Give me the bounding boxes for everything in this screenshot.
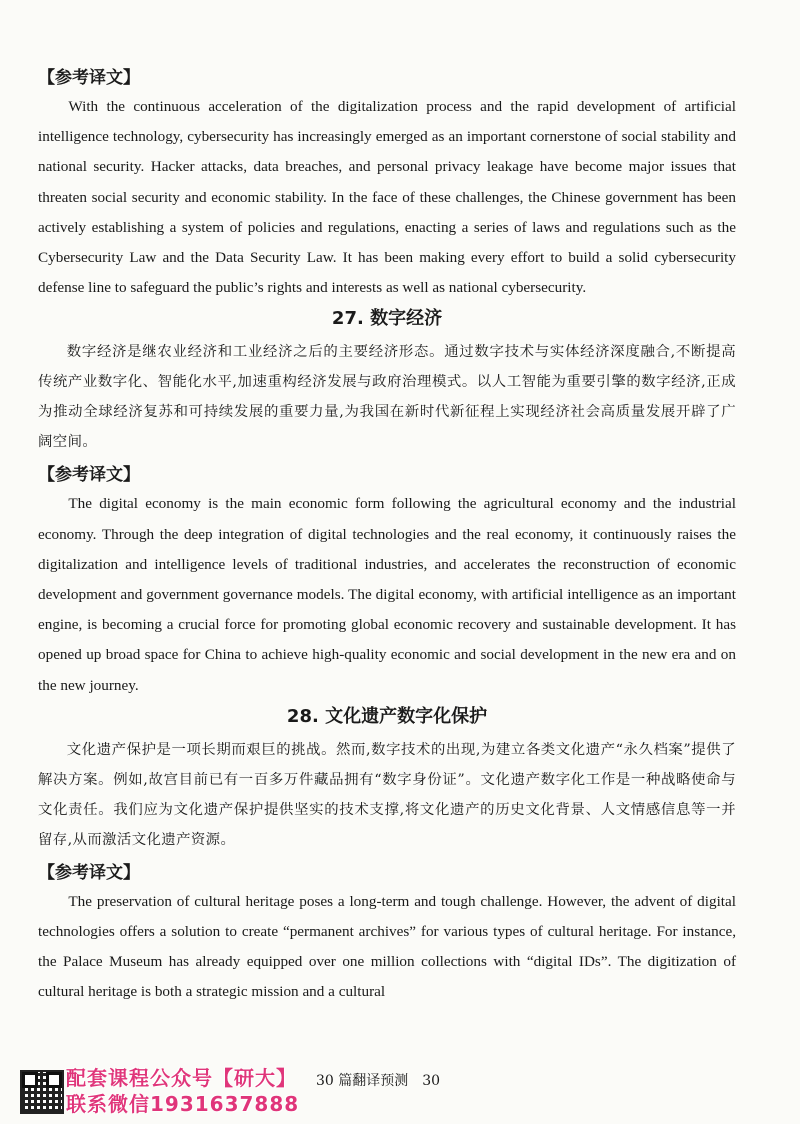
translation-paragraph: The digital economy is the main economic form following the agricultural economy and the industrial economy. Through the deep integration of digital technologies and the real economy, it continuously raises the digitalization and intelligence levels of traditional industries, and accelerates the reconstruction of economic development and government governance models. The digital economy, with artificial intelligence as an important engine, is becoming a crucial force for promoting global economic recovery and sustainable development. It has opened up broad space for China to achieve high-quality economic and social development in the new era and on the new journey. [38, 495, 736, 694]
promo-line-1: 配套课程公众号【研大】 [66, 1066, 297, 1090]
reference-translation-heading: 【参考译文】 [38, 68, 140, 88]
page-number-label: 30 篇翻译预测 30 [316, 1073, 441, 1089]
page-footer [0, 1062, 800, 1122]
translation-paragraph: With the continuous acceleration of the digitalization process and the rapid development of artificial intelligence technology, cybersecurity has increasingly emerged as an important cornerstone of social stability and national security. Hacker attacks, data breaches, and personal privacy leakage have become major issues that threaten social security and economic stability. In the face of these challenges, the Chinese government has been actively establishing a system of policies and regulations, enacting a series of laws and regulations such as the Cybersecurity Law and the Data Security Law. It has been making every effort to build a solid cybersecurity defense line to safeguard the public’s rights and interests as well as national cybersecurity. [38, 98, 736, 297]
chinese-paragraph: 文化遗产保护是一项长期而艰巨的挑战。然而,数字技术的出现,为建立各类文化遗产“永久档案”提供了解决方案。例如,故宫目前已有一百多万件藏品拥有“数字身份证”。文化遗产数字化工作是一种战略使命与文化责任。我们应为文化遗产保护提供坚实的技术支撑,将文化遗产的历史文化背景、人文情感信息等一并留存,从而激活文化遗产资源。 [38, 741, 736, 848]
qr-code-icon [20, 1070, 64, 1114]
section-title-28: 28. 文化遗产数字化保护 [286, 705, 488, 727]
chinese-paragraph: 数字经济是继农业经济和工业经济之后的主要经济形态。通过数字技术与实体经济深度融合,不断提高传统产业数字化、智能化水平,加速重构经济发展与政府治理模式。以人工智能为重要引擎的数字经济,正成为推动全球经济复苏和可持续发展的重要力量,为我国在新时代新征程上实现经济社会高质量发展开辟了广阔空间。 [38, 344, 736, 451]
promo-line-2: 联系微信1931637888 [66, 1092, 300, 1116]
reference-translation-heading: 【参考译文】 [38, 465, 140, 486]
reference-translation-heading: 【参考译文】 [38, 862, 140, 883]
document-page [38, 60, 736, 1008]
translation-paragraph: The preservation of cultural heritage poses a long-term and tough challenge. However, the advent of digital technologies offers a solution to create “permanent archives” for various types of cultural heritage. For instance, the Palace Museum has already equipped over one million collections with “digital IDs”. The digitization of cultural heritage is both a strategic mission and a cultural [38, 892, 736, 1001]
section-title-27: 27. 数字经济 [331, 308, 443, 330]
